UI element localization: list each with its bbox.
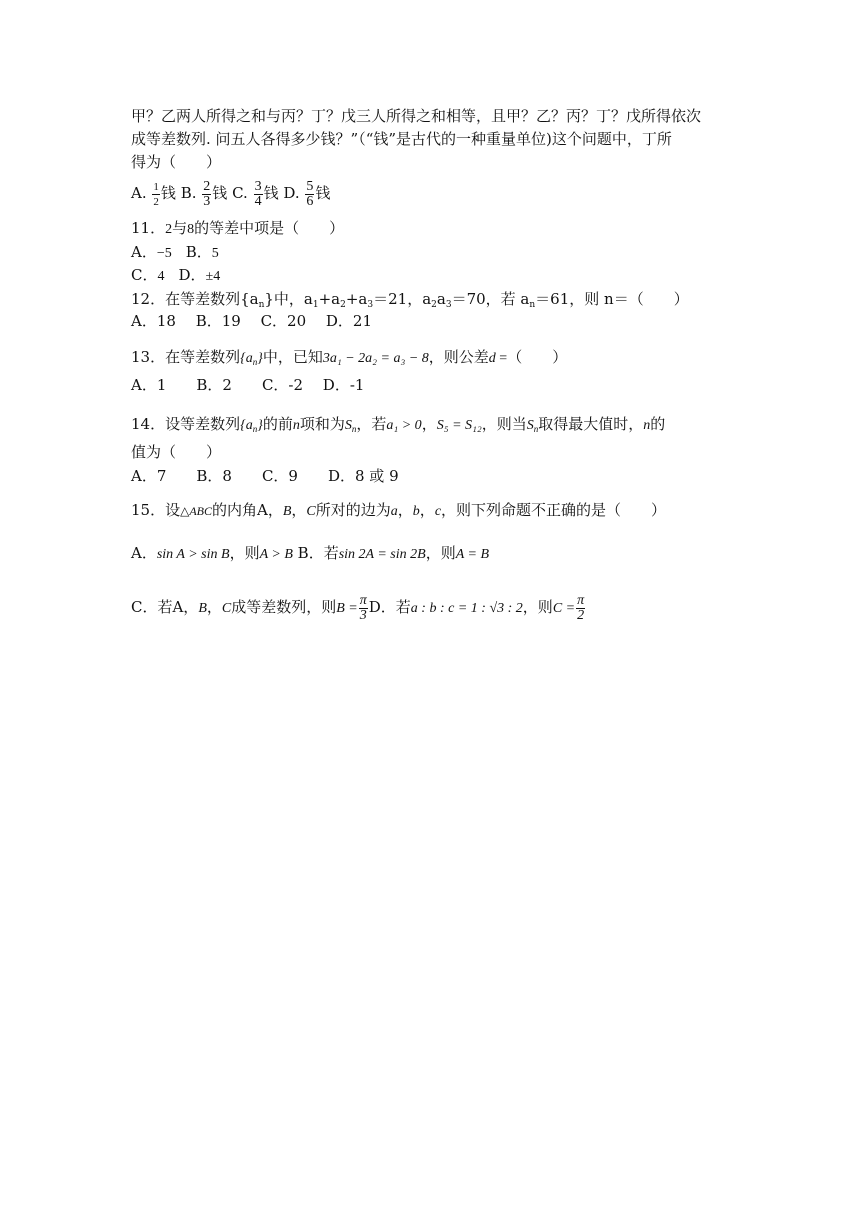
value-2: 2: [165, 222, 173, 237]
option-a-label: A．: [131, 243, 157, 261]
q11-options-row-2: [131, 265, 220, 287]
var-d: d: [488, 351, 496, 366]
unit-qian: 钱: [212, 184, 228, 202]
q14-stem-line-2: 值为（ ）: [131, 443, 222, 461]
sum-Sn: $S_n$: [526, 418, 539, 434]
fraction-three-quarters: $\frac{3}{4}$: [254, 178, 262, 209]
option-b-label: B．: [185, 243, 212, 261]
q12-stem: 12．在等差数列$\{a_n\}$中，$a_1+a_2+a_3=21$，$a_2a_3=70$，若 $a_n=61$，则 n＝（ ）: [131, 290, 689, 310]
condition-1: a₁ > 0: [386, 418, 422, 433]
q14-options: A．7 B．8 C．9 D．8 或 9: [131, 467, 399, 485]
equation: 3a₁ − 2a₂ = a₃ − 8: [322, 351, 429, 366]
q11-options-row-1: [131, 242, 219, 264]
q14-stem-line-1: 14．设等差数列$\{a_n\}$的前n项和为$S_n$，若a₁ > 0，S₅ = S₁₂，则当$S_n$取得最大值时，n的: [131, 415, 666, 434]
option-a-label: A．: [131, 544, 157, 562]
condition-2: S₅ = S₁₂: [436, 418, 482, 433]
option-c-label: C．: [131, 266, 158, 284]
question-number: 11．: [131, 219, 166, 237]
unit-qian: 钱: [263, 184, 279, 202]
q12-options: A．18 B．19 C．20 D．21: [131, 312, 373, 330]
option-b-label: B.: [180, 184, 197, 202]
option-d-label: D.: [283, 184, 300, 202]
option-a-value: −5: [156, 246, 172, 261]
q13-stem: 13．在等差数列$\{a_n\}$中，已知3a₁ − 2a₂ = a₃ − 8，则公差d =（ ）: [131, 348, 568, 367]
option-d-label: D．若: [368, 598, 411, 616]
triangle-ABC: △ABC: [180, 504, 212, 518]
text: 的等差中项是（ ）: [194, 219, 345, 237]
option-c-value: 4: [157, 269, 165, 284]
unit-qian: 钱: [160, 184, 176, 202]
fraction-two-thirds: $\frac{2}{3}$: [203, 178, 211, 209]
option-d-value: ±4: [205, 269, 221, 284]
q10-options: [131, 178, 330, 209]
sequence-an: $\{a_n\}$: [240, 418, 263, 434]
option-c-label: C．若A，: [131, 598, 199, 616]
q11-stem: [131, 218, 344, 240]
q15-stem: 15．设△ABC的内角A，B，C所对的边为a，b，c，则下列命题不正确的是（ ）: [131, 501, 667, 519]
q15-options-row-2: C．若A，B，C成等差数列，则B = $\frac{\pi}{3}$ D．若a : b : c = 1 : √3 : 2，则C = $\frac{\pi}{2}$: [131, 592, 585, 623]
option-d-label: D．: [178, 266, 206, 284]
fraction-pi-over-2: $\frac{\pi}{2}$: [577, 592, 585, 623]
option-b-value: 5: [211, 246, 219, 261]
sequence-an: $\{a_n\}$: [240, 351, 263, 367]
unit-qian: 钱: [315, 184, 331, 202]
q15-options-row-1: A．sin A > sin B，则A > B B．若sin 2A = sin 2B，则A = B: [131, 544, 490, 562]
option-b-label: B．若: [292, 544, 339, 562]
fraction-pi-over-3: $\frac{\pi}{3}$: [359, 592, 367, 623]
fraction-one-half: $\frac{1}{2}$: [153, 180, 159, 208]
fraction-five-sixths: $\frac{5}{6}$: [306, 178, 314, 209]
text: 与: [172, 219, 188, 237]
option-c-label: C.: [232, 184, 248, 202]
intro-line-3: 得为（ ）: [131, 153, 222, 171]
value-8: 8: [187, 222, 195, 237]
intro-line-1: 甲？乙两人所得之和与丙？丁？戊三人所得之和相等，且甲？乙？丙？丁？戊所得依次: [131, 107, 702, 125]
option-a-label: A.: [131, 184, 147, 202]
intro-line-2: 成等差数列. 问五人各得多少钱？”（“钱”是古代的一种重量单位)这个问题中，丁所: [131, 130, 672, 148]
q13-options: A．1 B．2 C．-2 D．-1: [131, 376, 365, 394]
sum-Sn: $S_n$: [344, 418, 357, 434]
